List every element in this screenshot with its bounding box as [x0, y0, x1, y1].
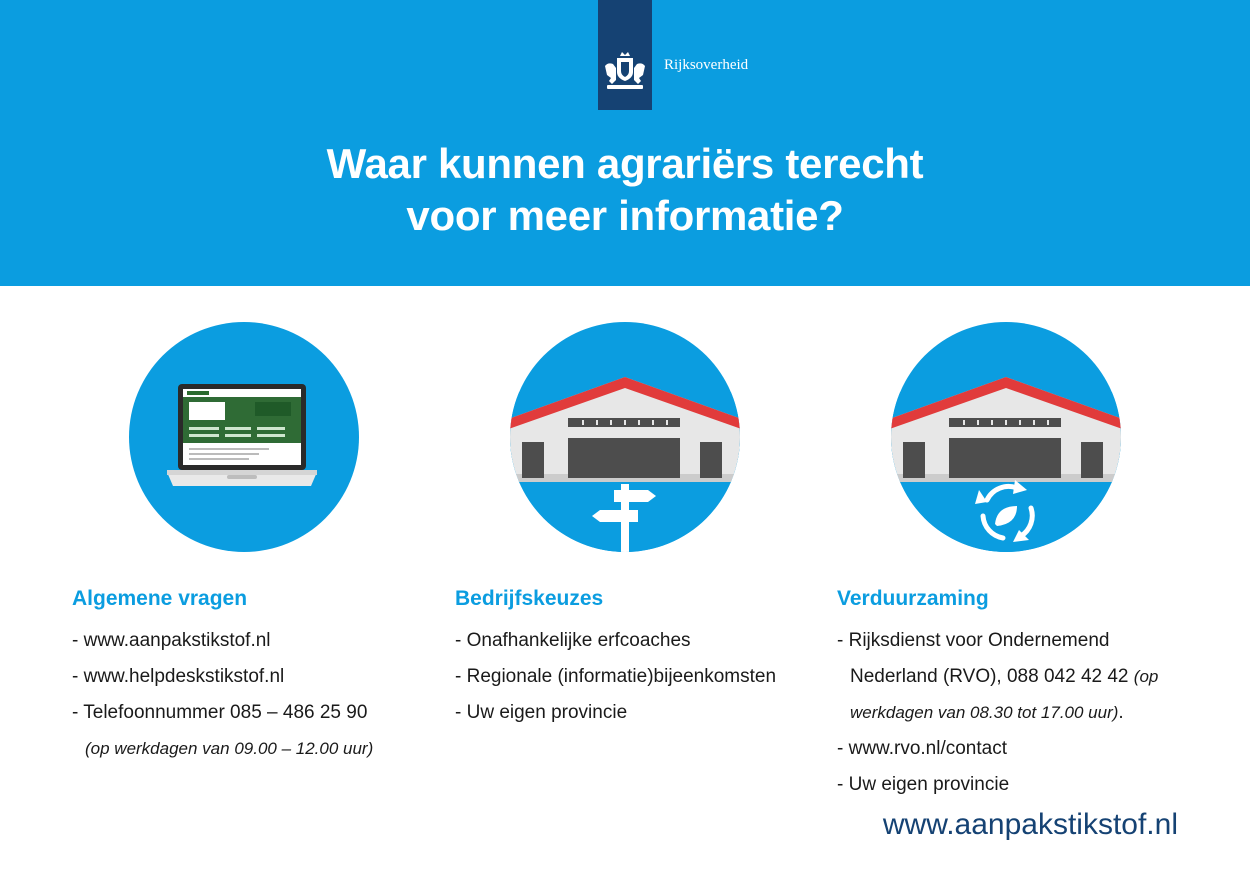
logo-text: Rijksoverheid	[664, 57, 749, 73]
sentence-end: .	[1118, 702, 1124, 723]
footer-website-url: www.aanpakstikstof.nl	[882, 808, 1178, 841]
page-title	[0, 138, 1250, 242]
column-bedrijfskeuzes	[455, 585, 776, 731]
list-item: - Telefoonnummer 085 – 486 25 90	[72, 702, 368, 723]
info-list	[72, 623, 373, 767]
opening-hours-note: werkdagen van 08.30 tot 17.00 uur)	[850, 703, 1119, 722]
list-item: - Uw eigen provincie	[455, 702, 628, 723]
column-heading: Algemene vragen	[72, 587, 248, 610]
laptop-website-icon	[129, 322, 359, 552]
laptop-website-illustration	[129, 322, 359, 552]
header-banner	[0, 0, 1250, 286]
crown-lion-emblem-icon	[601, 52, 649, 92]
logo-block	[598, 0, 652, 110]
farm-recycle-illustration	[891, 322, 1121, 552]
info-list	[455, 623, 776, 731]
farm-signpost-icon	[510, 322, 740, 552]
list-item: - Regionale (informatie)bijeenkomsten	[455, 666, 777, 687]
list-item-continued	[837, 695, 1158, 731]
list-item: - www.helpdeskstikstof.nl	[72, 666, 285, 687]
list-item-note	[72, 731, 373, 767]
rvo-phone-text: Nederland (RVO), 088 042 42 42	[850, 666, 1129, 687]
farm-recycle-icon	[891, 322, 1121, 552]
title-line-1: Waar kunnen agrariërs terecht	[326, 140, 924, 187]
list-item: - Onafhankelijke erfcoaches	[455, 630, 691, 651]
info-list	[837, 623, 1158, 803]
list-item: - www.rvo.nl/contact	[837, 738, 1007, 759]
list-item: - Uw eigen provincie	[837, 774, 1010, 795]
column-heading: Bedrijfskeuzes	[455, 587, 604, 610]
list-item-continued	[837, 659, 1158, 695]
opening-hours-note-start: (op	[1133, 667, 1159, 686]
title-line-2: voor meer informatie?	[406, 192, 844, 239]
column-heading: Verduurzaming	[837, 587, 989, 610]
column-verduurzaming	[837, 585, 1158, 803]
list-item: - www.aanpakstikstof.nl	[72, 630, 271, 651]
column-algemene-vragen	[72, 585, 373, 767]
list-item: - Rijksdienst voor Ondernemend	[837, 630, 1110, 651]
farm-signpost-illustration	[510, 322, 740, 552]
opening-hours-note: (op werkdagen van 09.00 – 12.00 uur)	[85, 739, 374, 758]
